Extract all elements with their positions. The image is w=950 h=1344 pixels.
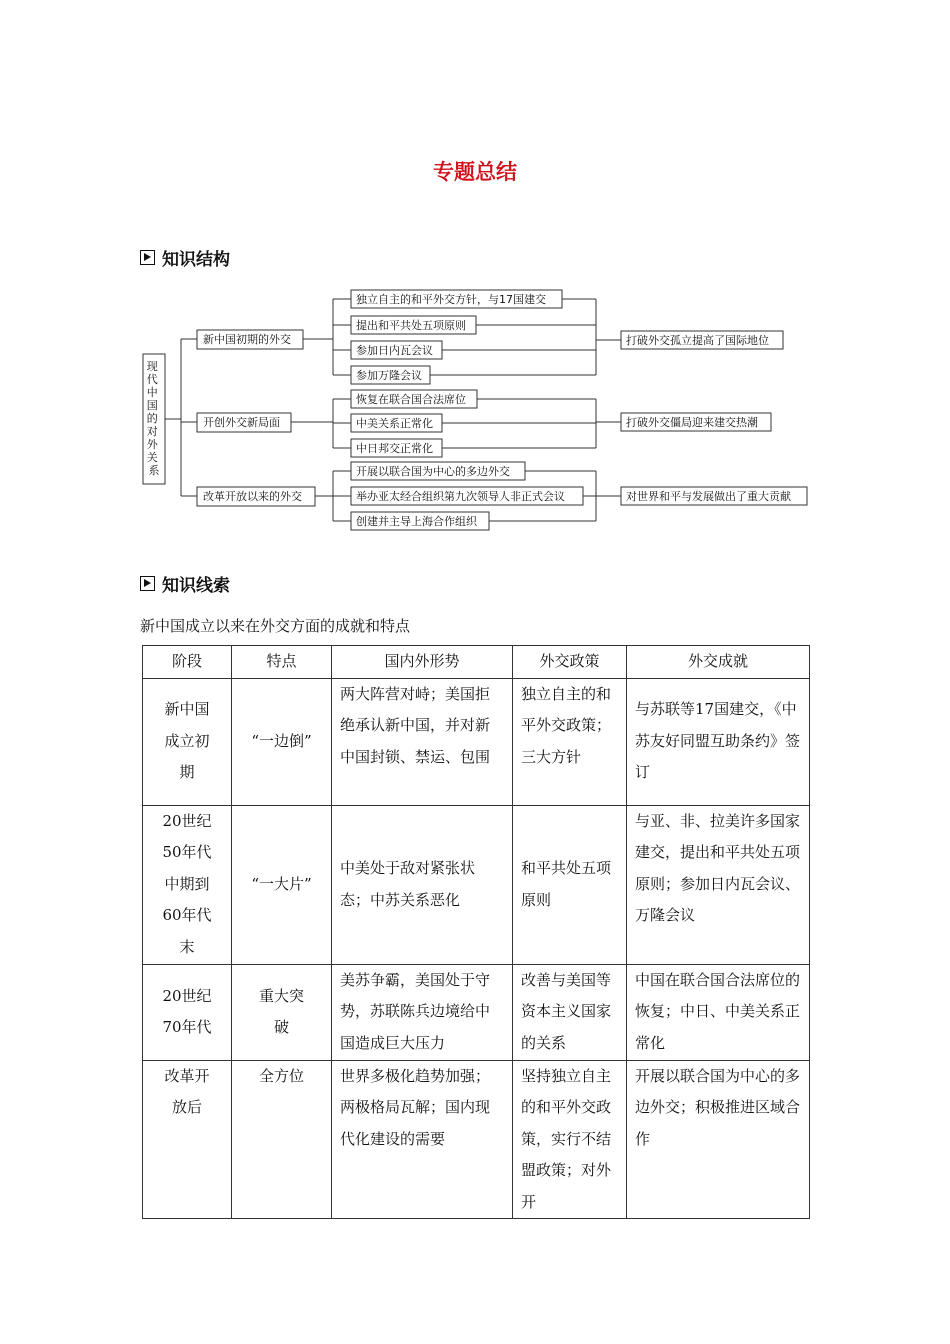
column-header: 国内外形势 <box>332 646 513 679</box>
structure-item: 提出和平共处五项原则 <box>356 319 466 332</box>
policy-cell: 独立自主的和平外交政策；三大方针 <box>513 678 627 805</box>
feature-cell: 全方位 <box>232 1060 332 1219</box>
column-header: 特点 <box>232 646 332 679</box>
column-header: 外交政策 <box>513 646 627 679</box>
situation-cell: 美苏争霸，美国处于守势，苏联陈兵边境给中国造成巨大压力 <box>332 964 513 1060</box>
achievement-cell: 与亚、非、拉美许多国家建交，提出和平共处五项原则；参加日内瓦会议、万隆会议 <box>627 805 810 964</box>
policy-cell: 坚持独立自主的和平外交政策，实行不结盟政策；对外开 <box>513 1060 627 1219</box>
table-row <box>143 964 810 1060</box>
structure-item: 举办亚太经合组织第九次领导人非正式会议 <box>356 490 565 503</box>
table-intro: 新中国成立以来在外交方面的成就和特点 <box>140 617 411 635</box>
diplomacy-table <box>142 645 810 1219</box>
structure-result: 打破外交孤立提高了国际地位 <box>626 334 769 347</box>
achievement-cell: 开展以联合国为中心的多边外交；积极推进区域合作 <box>627 1060 810 1219</box>
structure-result: 对世界和平与发展做出了重大贡献 <box>626 490 791 503</box>
stage-cell: 新中国成立初期 <box>143 678 232 805</box>
structure-item: 中美关系正常化 <box>356 417 433 430</box>
page-title: 专题总结 <box>433 160 517 184</box>
branch-label: 开创外交新局面 <box>203 416 280 429</box>
policy-cell: 和平共处五项原则 <box>513 805 627 964</box>
table-row <box>143 1060 810 1219</box>
feature-cell: 重大突破 <box>232 964 332 1060</box>
column-header: 外交成就 <box>627 646 810 679</box>
policy-cell: 改善与美国等资本主义国家的关系 <box>513 964 627 1060</box>
situation-cell: 中美处于敌对紧张状态；中苏关系恶化 <box>332 805 513 964</box>
branch-label: 改革开放以来的外交 <box>203 490 302 503</box>
situation-cell: 世界多极化趋势加强；两极格局瓦解；国内现代化建设的需要 <box>332 1060 513 1219</box>
feature-cell: “一大片” <box>232 805 332 964</box>
column-header: 阶段 <box>143 646 232 679</box>
stage-cell: 20世纪70年代 <box>143 964 232 1060</box>
achievement-cell: 与苏联等17国建交，《中苏友好同盟互助条约》签订 <box>627 678 810 805</box>
structure-item: 中日邦交正常化 <box>356 442 433 455</box>
structure-item: 参加日内瓦会议 <box>356 344 433 357</box>
section-title: 知识结构 <box>162 249 230 270</box>
feature-cell: “一边倒” <box>232 678 332 805</box>
structure-item: 恢复在联合国合法席位 <box>356 393 466 406</box>
section-title: 知识线索 <box>162 575 230 596</box>
play-icon <box>140 576 155 591</box>
table-row <box>143 678 810 805</box>
knowledge-structure-diagram <box>0 0 950 560</box>
structure-item: 独立自主的和平外交方针，与17国建交 <box>356 293 546 306</box>
stage-cell: 20世纪50年代中期到60年代末 <box>143 805 232 964</box>
section-heading-clues <box>140 572 230 594</box>
structure-item: 参加万隆会议 <box>356 369 422 382</box>
stage-cell: 改革开放后 <box>143 1060 232 1219</box>
branch-label: 新中国初期的外交 <box>203 333 291 346</box>
table-header-row <box>143 646 810 679</box>
achievement-cell: 中国在联合国合法席位的恢复；中日、中美关系正常化 <box>627 964 810 1060</box>
structure-item: 创建并主导上海合作组织 <box>356 515 477 528</box>
situation-cell: 两大阵营对峙；美国拒绝承认新中国，并对新中国封锁、禁运、包围 <box>332 678 513 805</box>
structure-item: 开展以联合国为中心的多边外交 <box>356 465 510 478</box>
root-label: 现 代 中 国 的 对 外 关 系 <box>146 360 160 477</box>
structure-result: 打破外交僵局迎来建交热潮 <box>626 416 758 429</box>
table-row <box>143 805 810 964</box>
